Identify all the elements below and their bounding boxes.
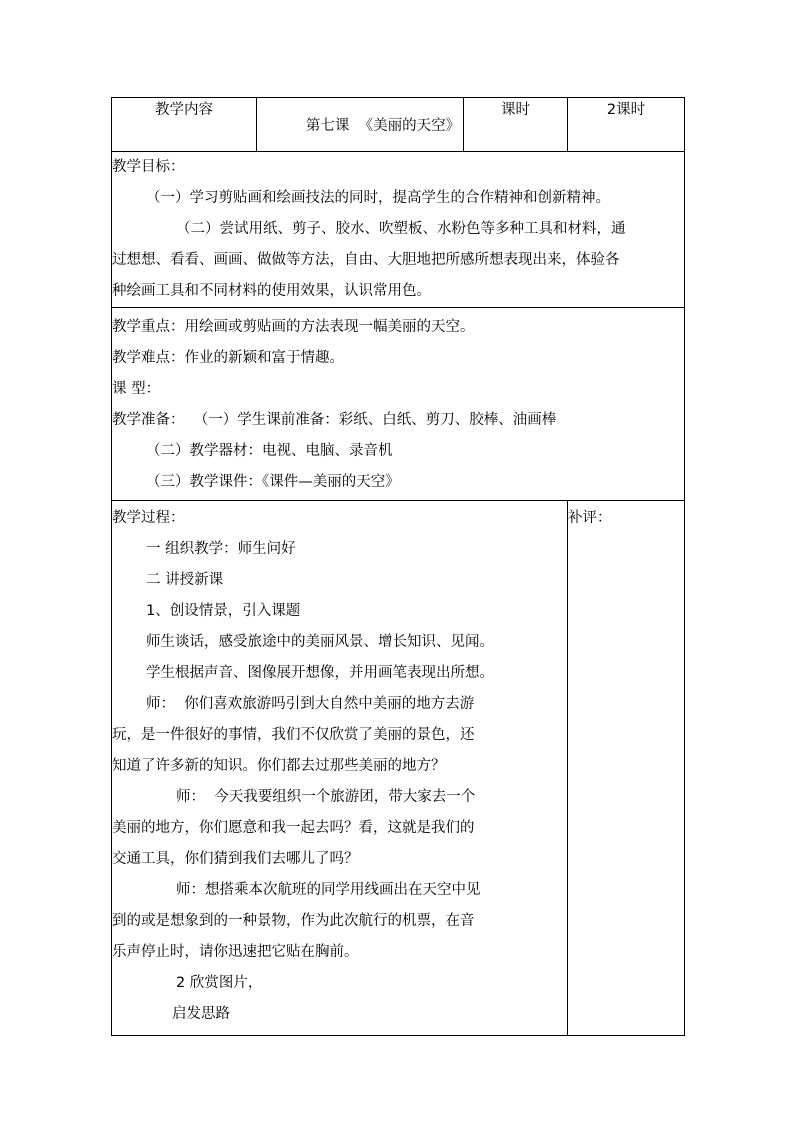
process-title: 教学过程： <box>112 510 185 526</box>
prep-cell <box>112 308 685 501</box>
process-step-2: 二 讲授新课 <box>146 572 224 588</box>
period-value-cell <box>568 98 685 152</box>
process-paragraph-3-line-2: 玩，是一件很好的事情，我们不仅欣赏了美丽的景色，还 <box>112 727 475 743</box>
goals-row <box>112 152 685 308</box>
note-title: 补评： <box>568 510 612 526</box>
period-label-cell <box>464 98 568 152</box>
lesson-plan-table <box>111 97 685 1036</box>
process-cell <box>112 501 568 1036</box>
lesson-type: 课 型： <box>112 381 161 397</box>
process-paragraph-1: 师生谈话，感受旅途中的美丽风景、增长知识、见闻。 <box>146 634 494 650</box>
prep-row <box>112 308 685 501</box>
difficulty: 教学难点：作业的新颖和富于情趣。 <box>112 350 344 366</box>
key-point: 教学重点：用绘画或剪贴画的方法表现一幅美丽的天空。 <box>112 319 475 335</box>
process-paragraph-3-line-1: 师： 你们喜欢旅游吗引到大自然中美丽的地方去游 <box>146 696 475 712</box>
goals-cell <box>112 152 685 308</box>
process-paragraph-5-line-3: 乐声停止时，请你迅速把它贴在胸前。 <box>112 944 359 960</box>
content-label: 教学内容 <box>155 102 213 118</box>
process-paragraph-2: 学生根据声音、图像展开想像，并用画笔表现出所想。 <box>146 665 494 681</box>
lesson-plan-sheet <box>111 97 684 1036</box>
header-row <box>112 98 685 152</box>
process-step-2-1: 1、创设情景，引入课题 <box>146 603 301 619</box>
goals-item-2-line-3: 种绘画工具和不同材料的使用效果，认识常用色。 <box>112 283 431 299</box>
goals-item-2-line-1: （二）尝试用纸、剪子、胶水、吹塑板、水粉色等多种工具和材料，通 <box>176 221 626 237</box>
lesson-title: 第七课 《美丽的天空》 <box>305 118 461 134</box>
courseware: （三）教学课件：《课件—美丽的天空》 <box>146 474 400 490</box>
lesson-title-cell <box>257 98 464 152</box>
process-paragraph-4-line-1: 师： 今天我要组织一个旅游团，带大家去一个 <box>176 789 476 805</box>
process-paragraph-5-line-1: 师：想搭乘本次航班的同学用线画出在天空中见 <box>176 882 481 898</box>
process-step-2-2: 2 欣赏图片， <box>176 975 263 991</box>
equipment: （二）教学器材：电视、电脑、录音机 <box>146 443 393 459</box>
goals-title: 教学目标： <box>112 159 185 175</box>
process-row <box>112 501 685 1036</box>
period-value: 2课时 <box>606 102 646 118</box>
note-cell <box>568 501 685 1036</box>
process-paragraph-4-line-3: 交通工具，你们猜到我们去哪儿了吗？ <box>112 851 359 867</box>
goals-item-2-line-2: 过想想、看看、画画、做做等方法，自由、大胆地把所感所想表现出来，体验各 <box>112 252 620 268</box>
goals-item-1: （一）学习剪贴画和绘画技法的同时，提高学生的合作精神和创新精神。 <box>146 190 610 206</box>
process-step-2-2-subtitle: 启发思路 <box>172 1006 230 1022</box>
process-paragraph-4-line-2: 美丽的地方，你们愿意和我一起去吗？看，这就是我们的 <box>112 820 475 836</box>
preparation: 教学准备： （一）学生课前准备：彩纸、白纸、剪刀、胶棒、油画棒 <box>112 412 557 428</box>
process-paragraph-3-line-3: 知道了许多新的知识。你们都去过那些美丽的地方？ <box>112 758 446 774</box>
content-label-cell <box>112 98 257 152</box>
process-step-1: 一 组织教学：师生问好 <box>146 541 296 557</box>
process-paragraph-5-line-2: 到的或是想象到的一种景物，作为此次航行的机票，在音 <box>112 913 475 929</box>
period-label: 课时 <box>501 102 530 118</box>
